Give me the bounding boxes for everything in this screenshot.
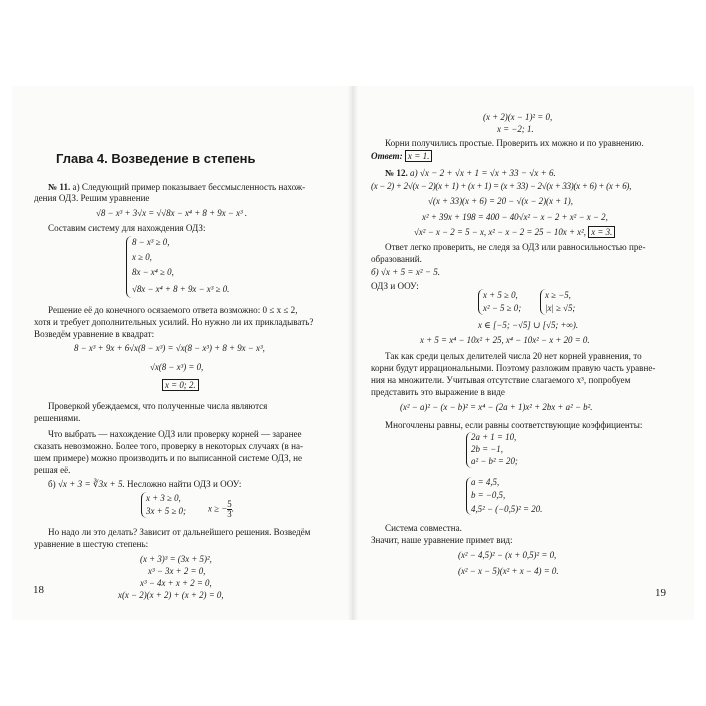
system-b-line-1: x + 3 ≥ 0, [146, 493, 181, 503]
system-odz-line-2: x ≥ 0, [132, 252, 152, 262]
sixth-power-3: x³ − 4x + x + 2 = 0, [140, 578, 212, 588]
chapter-title: Глава 4. Возведение в степень [56, 151, 256, 166]
system-3-right-2: |x| ≥ √5; [545, 303, 576, 313]
answer-line [371, 151, 432, 162]
final-equation-1: (x² − 4,5)² − (x + 0,5)² = 0, [458, 550, 557, 560]
boxed-answer: x = 0; 2. [162, 379, 199, 391]
polynomial-equation: x + 5 = x⁴ − 10x² + 25, x⁴ − 10x² − x + 20 = 0. [420, 335, 590, 345]
system-odz-line-3: 8x − x⁴ ≥ 0, [132, 267, 174, 277]
decision-line-3: Возведём уравнение в квадрат: [34, 329, 155, 339]
problem-12-number: № 12. [385, 168, 408, 178]
answer-label: Ответ: [371, 151, 403, 161]
system-4-line-3: a² − b² = 20; [471, 456, 518, 466]
final-equation-2: (x² − x − 5)(x² + x − 4) = 0. [458, 566, 559, 576]
odz-label: ОДЗ и ООУ: [371, 281, 419, 291]
equation-12-3: x² + 39x + 198 = 400 − 40√x² − x − 2 + x² − x − 2, [422, 212, 608, 222]
integer-line-3: ния на множители. Учитывая отсутствие слагаемого x³, попробуем [371, 375, 631, 385]
system-3-left-1: x + 5 ≥ 0, [483, 290, 518, 300]
part-b-line: б) √x + 3 = ∛3x + 5. Несложно найти ОДЗ и ООУ: [48, 479, 242, 489]
integer-line-2: корни будут иррациональными. Поэтому разложим правую часть уравне- [371, 363, 656, 373]
page-number-right: 19 [655, 587, 666, 599]
form-equation: (x² − a)² − (x − b)² = x⁴ − (2a + 1)x² + 2bx + a² − b². [400, 402, 593, 412]
roots-text: Корни получились простые. Проверить их можно и по уравнению. [385, 138, 644, 148]
equation-square-1: 8 − x³ + 9x + 6√x(8 − x³) = √x(8 − x³) + 8 + 9x − x³, [74, 343, 265, 353]
boxed-answer-12: x = 3. [588, 226, 615, 238]
sixth-power-4: x(x − 2)(x + 2) + (x + 2) = 0, [118, 590, 224, 600]
integer-line-4: представить это выражение в виде [371, 387, 505, 397]
decision-line-2: хотя и требует дополнительных усилий. Но нужно ли их прикладывать? [34, 317, 314, 327]
problem-11-line-1: № 11. а) Следующий пример показывает бессмысленность нахож- [48, 182, 306, 192]
system-4-line-1: 2a + 1 = 10, [471, 432, 517, 442]
problem-11-number: № 11. [48, 182, 71, 192]
problem-12-line: № 12. а) √x − 2 + √x + 1 = √x + 33 − √x + 6. [385, 168, 556, 178]
sixth-power-2: x³ − 3x + 2 = 0, [148, 566, 206, 576]
equation-main: √8 − x³ + 3√x = √√8x − x⁴ + 8 + 9x − x³ . [96, 208, 248, 218]
part-b-equation: √x + 3 = ∛3x + 5. [57, 479, 125, 489]
consistent-text: Система совместна. [385, 523, 462, 533]
answer-check-line-2: образований. [371, 254, 422, 264]
problem-11-line-2: дения ОДЗ. Решим уравнение [34, 193, 150, 203]
equation-12-4: √x² − x − 2 = 5 − x, x² − x − 2 = 25 − 10x + x², x = 3. [414, 227, 615, 238]
top-equation-2: x = −2; 1. [497, 124, 534, 134]
choose-line-3: шем примере) можно производить и по выписанной системе ОДЗ, не [34, 453, 303, 463]
book-gutter [348, 86, 358, 620]
answer-check-line-1: Ответ легко проверить, не следя за ОДЗ или равносильностью пре- [385, 242, 646, 252]
top-equation-1: (x + 2)(x − 1)² = 0, [483, 112, 553, 122]
system-b-line-2: 3x + 5 ≥ 0; [146, 506, 186, 516]
answer-box: x = 1. [405, 150, 433, 162]
check-line-1: Проверкой убеждаемся, что полученные числа являются [48, 401, 268, 411]
equation-12-1: (x − 2) + 2√(x − 2)(x + 1) + (x + 1) = (x + 33) − 2√(x + 33)(x + 6) + (x + 6), [371, 181, 632, 191]
system-5-line-1: a = 4,5, [471, 477, 500, 487]
choose-line-2: сказать невозможно. Более того, проверку в некоторых случаях (в на- [34, 441, 304, 451]
system-odz-line-1: 8 − x³ ≥ 0, [132, 237, 170, 247]
check-line-2: решениями. [34, 413, 81, 423]
choose-line-4: решая её. [34, 465, 71, 475]
integer-line-1: Так как среди целых делителей числа 20 нет корней уравнения, то [385, 351, 642, 361]
page-number-left: 18 [33, 584, 44, 596]
system-3-right-1: x ≥ −5, [545, 290, 571, 300]
system-odz-line-4: √8x − x⁴ + 8 + 9x − x³ ≥ 0. [132, 284, 230, 294]
equal-coefficients: Многочлены равны, если равны соответствующие коэффициенты: [385, 420, 643, 430]
need-line-1: Но надо ли это делать? Зависит от дальнейшего решения. Возведём [48, 527, 311, 537]
system-5-line-2: b = −0,5, [471, 490, 506, 500]
system-3-union: x ∈ [−5; −√5] ∪ [√5; +∞). [478, 320, 579, 330]
equation-12-2: √(x + 33)(x + 6) = 20 − √(x − 2)(x + 1), [428, 196, 573, 206]
system-4-line-2: 2b = −1, [471, 444, 503, 454]
system-b-result: x ≥ − $\frac{5}{3}$ . [208, 499, 234, 519]
choose-line-1: Что выбрать — нахождение ОДЗ или проверку корней — заранее [48, 429, 302, 439]
fraction: $\frac{5}{3}$ [227, 499, 232, 519]
need-line-2: уравнение в шестую степень: [34, 539, 149, 549]
equation-square-2: √x(8 − x³) = 0, [150, 362, 204, 372]
part-b2-line: б) √x + 5 = x² − 5. [371, 267, 441, 277]
system-5-line-3: 4,5² − (−0,5)² = 20. [471, 504, 543, 514]
equation-square-3 [162, 380, 199, 391]
sixth-power-1: (x + 3)³ = (3x + 5)², [140, 554, 212, 564]
system-3-left-2: x² − 5 ≥ 0; [483, 303, 522, 313]
final-intro: Значит, наше уравнение примет вид: [371, 535, 513, 545]
decision-line-1: Решение её до конечного осязаемого ответа возможно: 0 ≤ x ≤ 2, [48, 305, 298, 315]
system-intro: Составим систему для нахождения ОДЗ: [48, 223, 206, 233]
